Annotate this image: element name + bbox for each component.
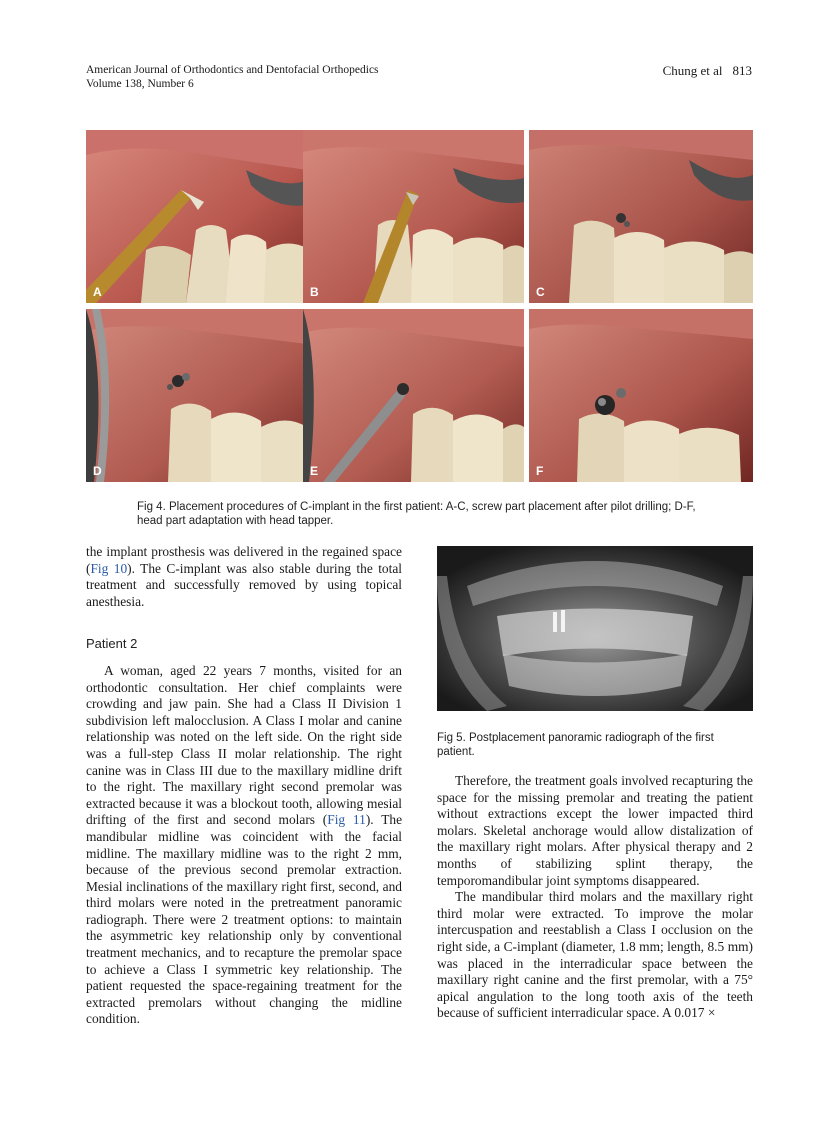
panel-label-c: C xyxy=(536,285,545,299)
paragraph xyxy=(86,663,402,1028)
figure-5-radiograph xyxy=(437,546,753,711)
panel-label-a: A xyxy=(93,285,102,299)
right-column xyxy=(437,773,753,1022)
text-run: the implant prosthesis was delivered in the regained space ( xyxy=(86,544,402,576)
panel-label-e: E xyxy=(310,464,319,478)
text-run: ). The mandibular midline was coincident with the facial midline. The maxillary midline was to the right 2 mm, because of the previous second premolar extraction. Mesial inclinations of the maxillary right first, second, and third molars were noted in the pretreatment panoramic radiograph. There were 2 treatment options: to maintain the asymmetric key relationship only by conventional treatment mechanics, and to recapture the premolar space to achieve a Class I symmetric key relationship. The patient requested the space-regaining treatment for the extracted premolars without changing the midline condition. xyxy=(86,812,403,1027)
figure-4-panel-f xyxy=(529,309,753,482)
journal-volume: Volume 138, Number 6 xyxy=(86,78,194,90)
figure-5-caption: Fig 5. Postplacement panoramic radiograph of the first patient. xyxy=(437,732,714,758)
figure-4-caption: Fig 4. Placement procedures of C-implant in the first patient: A-C, screw part placement after pilot drilling; D-F, head part adaptation with head tapper. xyxy=(137,501,696,527)
figure-reference-link[interactable]: Fig 10 xyxy=(90,560,128,576)
running-header-right xyxy=(663,63,752,79)
left-column xyxy=(86,544,402,1028)
figure-4-panel-d xyxy=(86,309,307,482)
running-header-journal xyxy=(86,63,379,91)
figure-4-panel-c xyxy=(529,130,753,303)
figure-reference-link[interactable]: Fig 11 xyxy=(327,812,366,828)
author-line: Chung et al xyxy=(662,63,723,78)
text-run: A woman, aged 22 years 7 months, visited for an orthodontic consultation. Her chief complaints were crowding and jaw pain. She had a Class II Division 1 subdivision left malocclusion. A Class I molar and canine relationship was noted on the left side. On the right side was a full-step Class II molar relationship. The right canine was in Class III due to the maxillary midline drift to the right. The maxillary right second premolar was extracted because it was a blockout tooth, allowing mesial drifting of the first and second molars ( xyxy=(86,662,402,828)
panel-label-f: F xyxy=(536,464,544,478)
page-number: 813 xyxy=(732,63,752,78)
section-subheading: Patient 2 xyxy=(86,636,138,652)
journal-title: American Journal of Orthodontics and Dentofacial Orthopedics xyxy=(86,64,379,76)
paragraph xyxy=(86,544,402,610)
paragraph: Therefore, the treatment goals involved recapturing the space for the missing premolar and treating the patient without extractions except the lower impacted third molars. Skeletal anchorage would allow distalization of the maxillary right molars. After physical therapy and 2 months of stabilizing splint therapy, the temporomandibular joint symptoms disappeared. xyxy=(437,773,753,888)
figure-4-panel-a xyxy=(86,130,307,303)
text-run: ). The C-implant was also stable during the total treatment and successfully removed by using topical anesthesia. xyxy=(86,560,402,609)
panel-label-d: D xyxy=(93,464,102,478)
figure-4-panel-e xyxy=(303,309,524,482)
panel-label-b: B xyxy=(310,285,319,299)
figure-4-photo-grid xyxy=(86,130,753,482)
figure-4-panel-b xyxy=(303,130,524,303)
paragraph: The mandibular third molars and the maxillary right third molar were extracted. To improve the molar intercuspation and reestablish a Class I occlusion on the right side, a C-implant (diameter, 1.8 mm; length, 8.5 mm) was placed in the interradicular space between the maxillary right canine and the first premolar, with a 75° apical angulation to the long tooth axis of the teeth because of sufficient interradicular space. A 0.017 × xyxy=(437,889,753,1021)
